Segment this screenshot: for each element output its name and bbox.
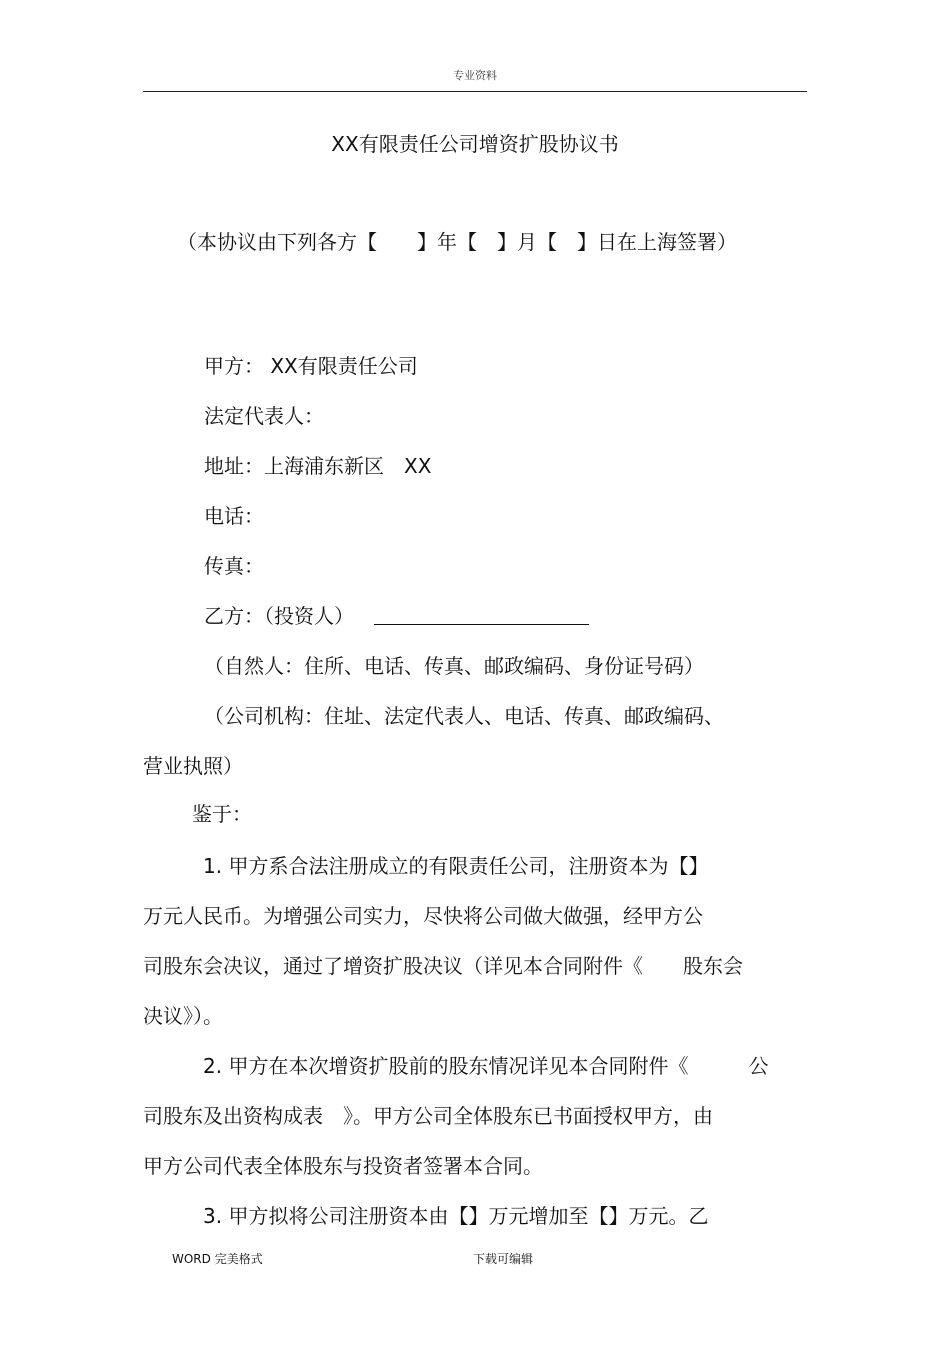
footer-right: 下载可编辑 [473,1252,534,1266]
whereas-label: 鉴于： [192,802,252,826]
party-b-natural-person: （自然人：住所、电话、传真、邮政编码、身份证号码） [204,654,704,678]
party-a-phone: 电话： [204,504,264,528]
clause-line: 决议》）。 [143,1004,223,1028]
party-a-address: 地址：上海浦东新区 XX [204,454,432,478]
clause-line: 2. 甲方在本次增资扩股前的股东情况详见本合同附件《 公 [203,1054,769,1078]
document-title: XX有限责任公司增资扩股协议书 [331,132,619,156]
clause-line: 甲方公司代表全体股东与投资者签署本合同。 [143,1154,543,1178]
clause-line: 司股东及出资构成表 》。甲方公司全体股东已书面授权甲方，由 [143,1104,713,1128]
clause-line: 3. 甲方拟将公司注册资本由【】万元增加至【】万元。乙 [203,1204,709,1228]
party-b-blank-line [374,606,589,625]
header-rule [143,91,807,92]
party-b-company-1: （公司机构：住址、法定代表人、电话、传真、邮政编码、 [204,704,724,728]
clause-line: 万元人民币。为增强公司实力，尽快将公司做大做强，经甲方公 [143,904,703,928]
clause-line: 1. 甲方系合法注册成立的有限责任公司，注册资本为【】 [203,854,709,878]
footer-left: WORD 完美格式 [172,1252,263,1266]
clause-line: 司股东会决议，通过了增资扩股决议（详见本合同附件《 股东会 [143,954,743,978]
party-a-name: 甲方： XX有限责任公司 [204,354,418,378]
page-header: 专业资料 [453,69,497,82]
party-a-legal-rep: 法定代表人： [204,404,324,428]
party-b-row [204,603,589,629]
signing-line: （本协议由下列各方【 】年【 】月【 】日在上海签署） [177,230,737,254]
party-b-label: 乙方：（投资人） [204,604,354,628]
party-b-company-2: 营业执照） [143,754,243,778]
party-a-fax: 传真： [204,554,264,578]
